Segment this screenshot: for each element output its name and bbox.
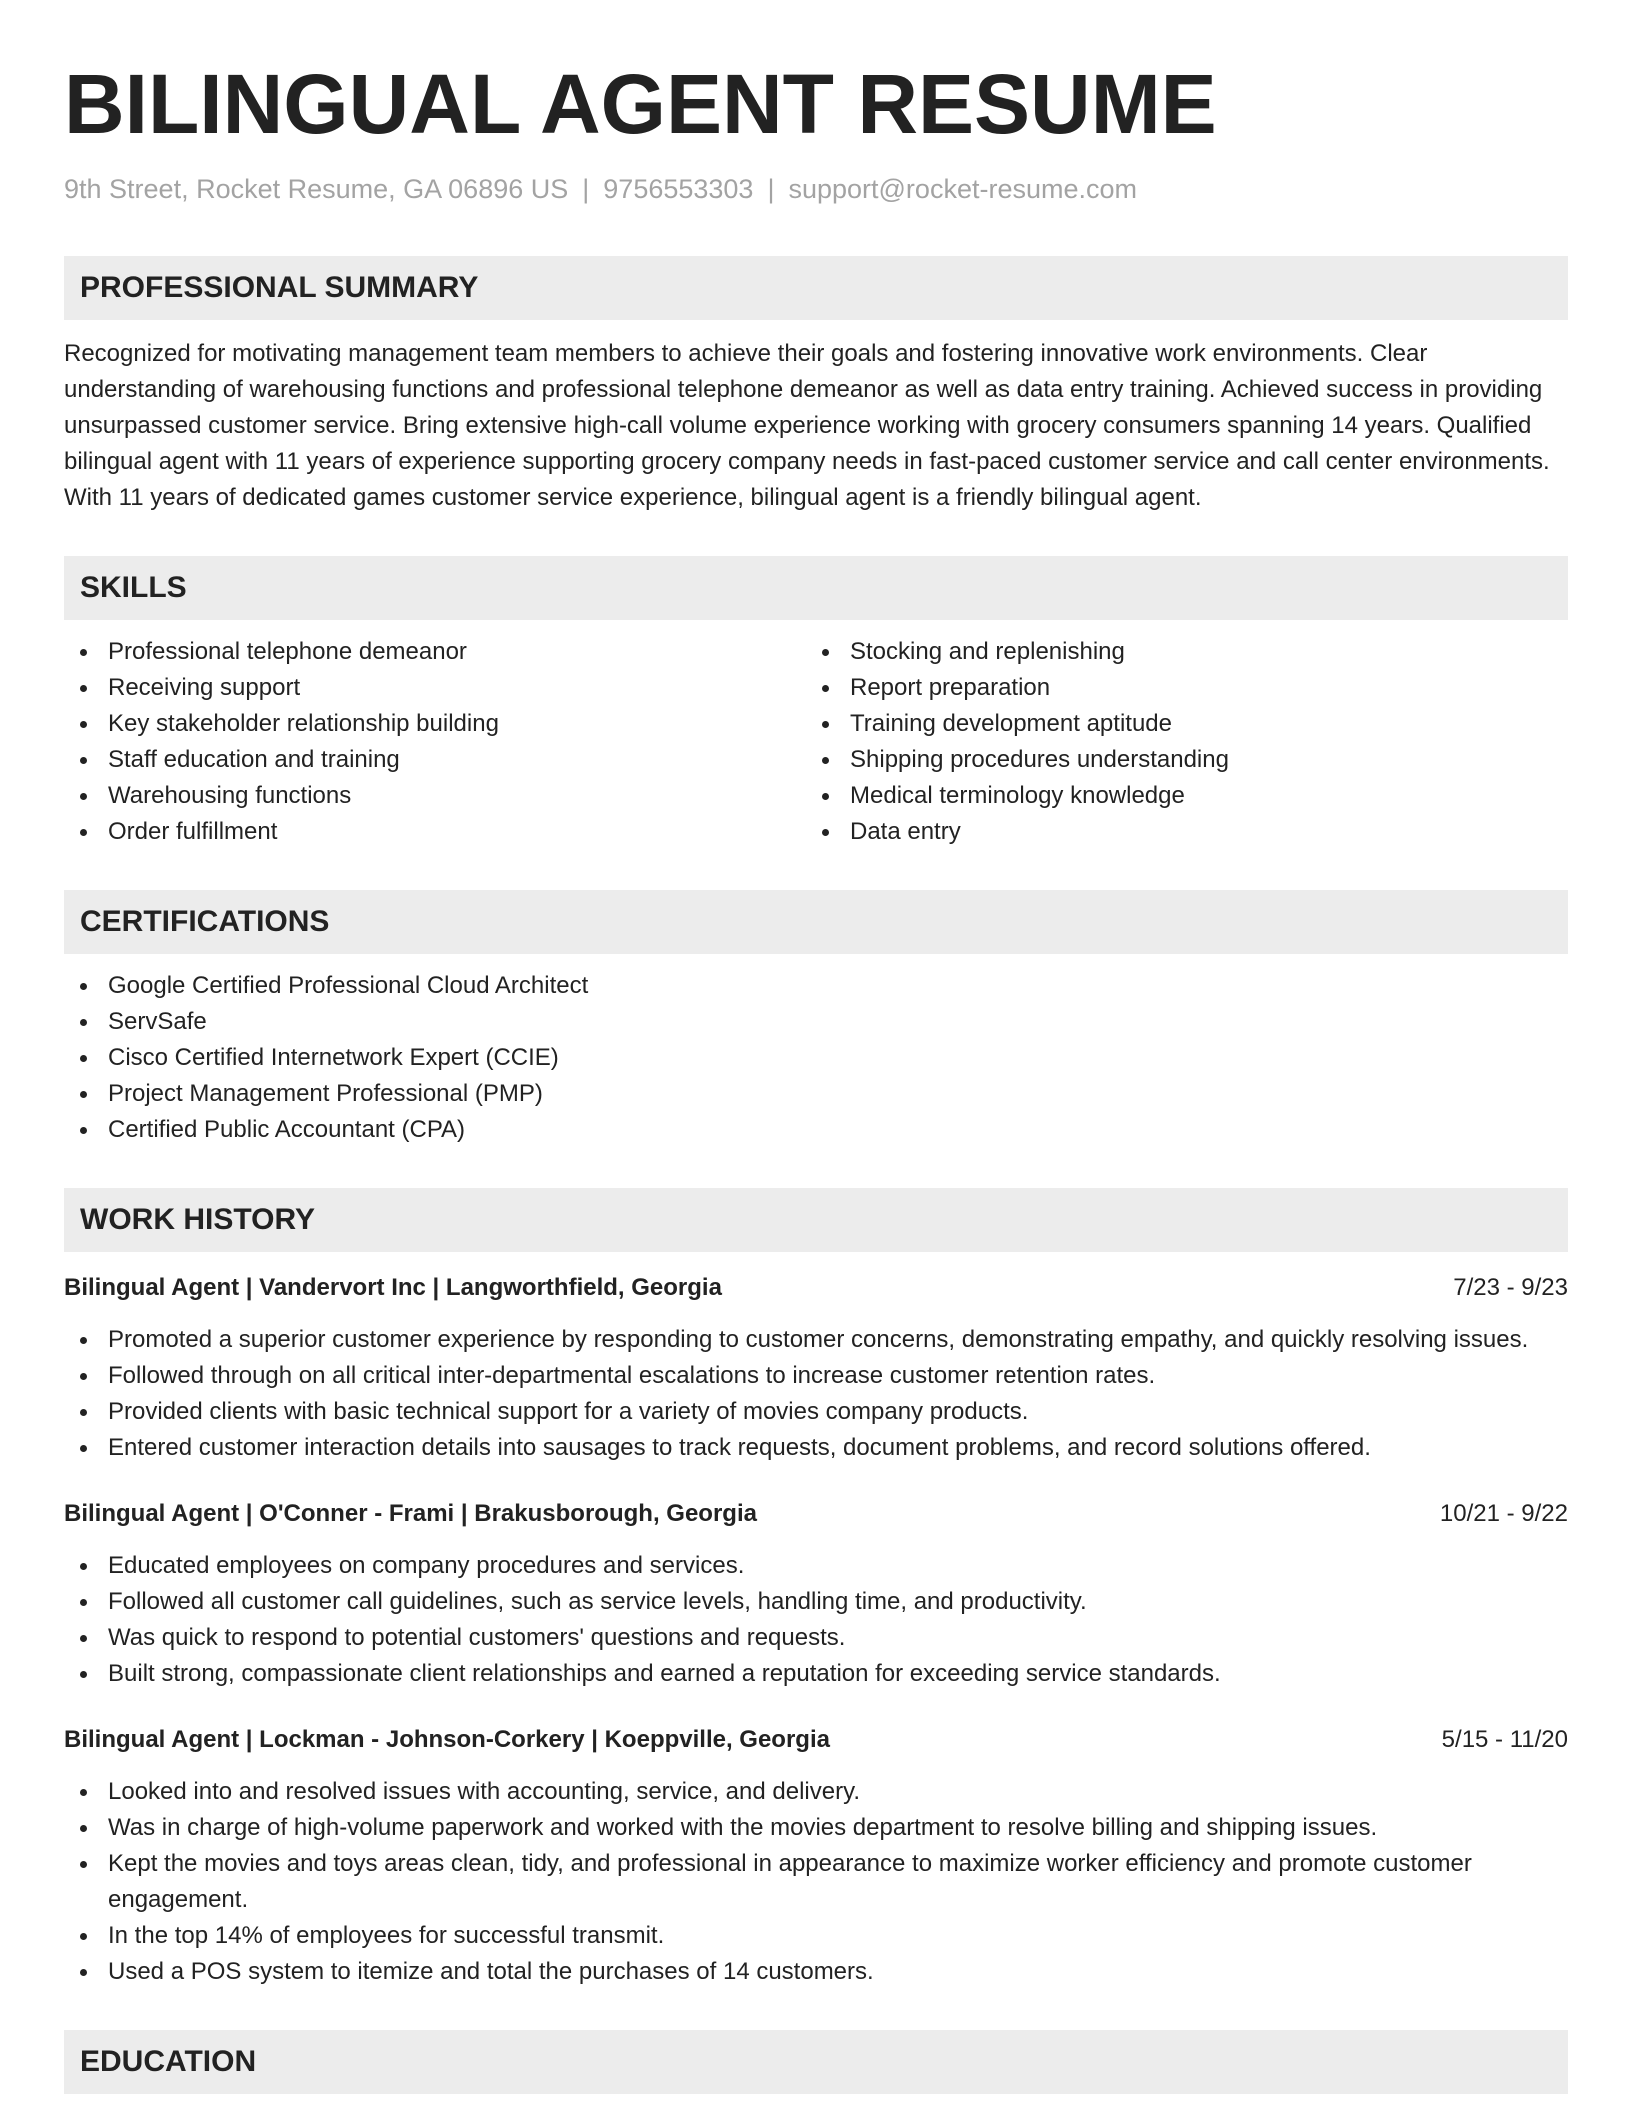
job-header (64, 1496, 1568, 1532)
skill-item: Staff education and training (64, 742, 806, 778)
job-bullet: In the top 14% of employees for successful transmit. (64, 1918, 1568, 1954)
job-title: Bilingual Agent | Lockman - Johnson-Corkery | Koeppville, Georgia (64, 1726, 830, 1753)
job-header (64, 1722, 1568, 1758)
job-bullets (64, 1322, 1568, 1466)
job-bullet: Was in charge of high-volume paperwork and worked with the movies department to resolve billing and shipping issues. (64, 1810, 1568, 1846)
contact-phone: 9756553303 (603, 174, 754, 204)
certifications-list (64, 968, 1568, 1148)
skill-item: Professional telephone demeanor (64, 634, 806, 670)
job-bullet: Followed all customer call guidelines, such as service levels, handling time, and productivity. (64, 1584, 1568, 1620)
skills-list-right (806, 634, 1548, 850)
skill-item: Medical terminology knowledge (806, 778, 1548, 814)
summary-text: Recognized for motivating management team members to achieve their goals and fostering innovative work environments. Clear understanding of warehousing functions and professional telephone demeanor as well as data entry training. Achieved success in providing unsurpassed customer service. Bring extensive high-call volume experience working with grocery consumers spanning 14 years. Qualified bilingual agent with 11 years of experience supporting grocery company needs in fast-paced customer service and call center environments. With 11 years of dedicated games customer service experience, bilingual agent is a friendly bilingual agent. (64, 340, 1550, 511)
certification-item: Project Management Professional (PMP) (64, 1076, 1568, 1112)
job-title: Bilingual Agent | Vandervort Inc | Langworthfield, Georgia (64, 1274, 722, 1301)
job-dates: 5/15 - 11/20 (1441, 1726, 1568, 1753)
skill-item: Stocking and replenishing (806, 634, 1548, 670)
job-bullet: Educated employees on company procedures and services. (64, 1548, 1568, 1584)
job-dates: 10/21 - 9/22 (1439, 1500, 1568, 1527)
section-heading-work-history: WORK HISTORY (64, 1188, 1568, 1252)
certification-item: Google Certified Professional Cloud Architect (64, 968, 1568, 1004)
skill-item: Data entry (806, 814, 1548, 850)
job-bullet: Provided clients with basic technical support for a variety of movies company products. (64, 1394, 1568, 1430)
job-bullet: Built strong, compassionate client relationships and earned a reputation for exceeding service standards. (64, 1656, 1568, 1692)
certification-item: Certified Public Accountant (CPA) (64, 1112, 1568, 1148)
resume-title: BILINGUAL AGENT RESUME (64, 57, 1217, 151)
job-bullet: Kept the movies and toys areas clean, tidy, and professional in appearance to maximize worker efficiency and promote customer engagement. (64, 1846, 1568, 1918)
section-heading-certifications: CERTIFICATIONS (64, 890, 1568, 954)
job-bullet: Entered customer interaction details into sausages to track requests, document problems, and record solutions offered. (64, 1430, 1568, 1466)
job-title: Bilingual Agent | O'Conner - Frami | Brakusborough, Georgia (64, 1500, 757, 1527)
job-bullets (64, 1548, 1568, 1692)
skills-list-left (64, 634, 806, 850)
job-header (64, 1270, 1568, 1306)
job-bullet: Promoted a superior customer experience by responding to customer concerns, demonstrating empathy, and quickly resolving issues. (64, 1322, 1568, 1358)
skill-item: Receiving support (64, 670, 806, 706)
contact-email: support@rocket-resume.com (788, 174, 1137, 204)
job-entry (64, 1722, 1568, 1990)
job-bullet: Looked into and resolved issues with accounting, service, and delivery. (64, 1774, 1568, 1810)
job-dates: 7/23 - 9/23 (1453, 1274, 1568, 1301)
skill-item: Order fulfillment (64, 814, 806, 850)
skill-item: Key stakeholder relationship building (64, 706, 806, 742)
contact-separator: | (767, 174, 775, 204)
job-bullet: Followed through on all critical inter-departmental escalations to increase customer retention rates. (64, 1358, 1568, 1394)
section-heading-summary: PROFESSIONAL SUMMARY (64, 256, 1568, 320)
section-heading-skills: SKILLS (64, 556, 1568, 620)
skill-item: Training development aptitude (806, 706, 1548, 742)
contact-address: 9th Street, Rocket Resume, GA 06896 US (64, 174, 569, 204)
job-bullet: Was quick to respond to potential customers' questions and requests. (64, 1620, 1568, 1656)
certification-item: Cisco Certified Internetwork Expert (CCIE) (64, 1040, 1568, 1076)
contact-separator: | (582, 174, 590, 204)
job-entry (64, 1496, 1568, 1692)
section-heading-education: EDUCATION (64, 2030, 1568, 2094)
skill-item: Warehousing functions (64, 778, 806, 814)
job-bullet: Used a POS system to itemize and total the purchases of 14 customers. (64, 1954, 1568, 1990)
contact-line (64, 172, 1568, 206)
certification-item: ServSafe (64, 1004, 1568, 1040)
skill-item: Shipping procedures understanding (806, 742, 1548, 778)
job-entry (64, 1270, 1568, 1466)
skill-item: Report preparation (806, 670, 1548, 706)
job-bullets (64, 1774, 1568, 1990)
skills-grid (64, 634, 1568, 850)
